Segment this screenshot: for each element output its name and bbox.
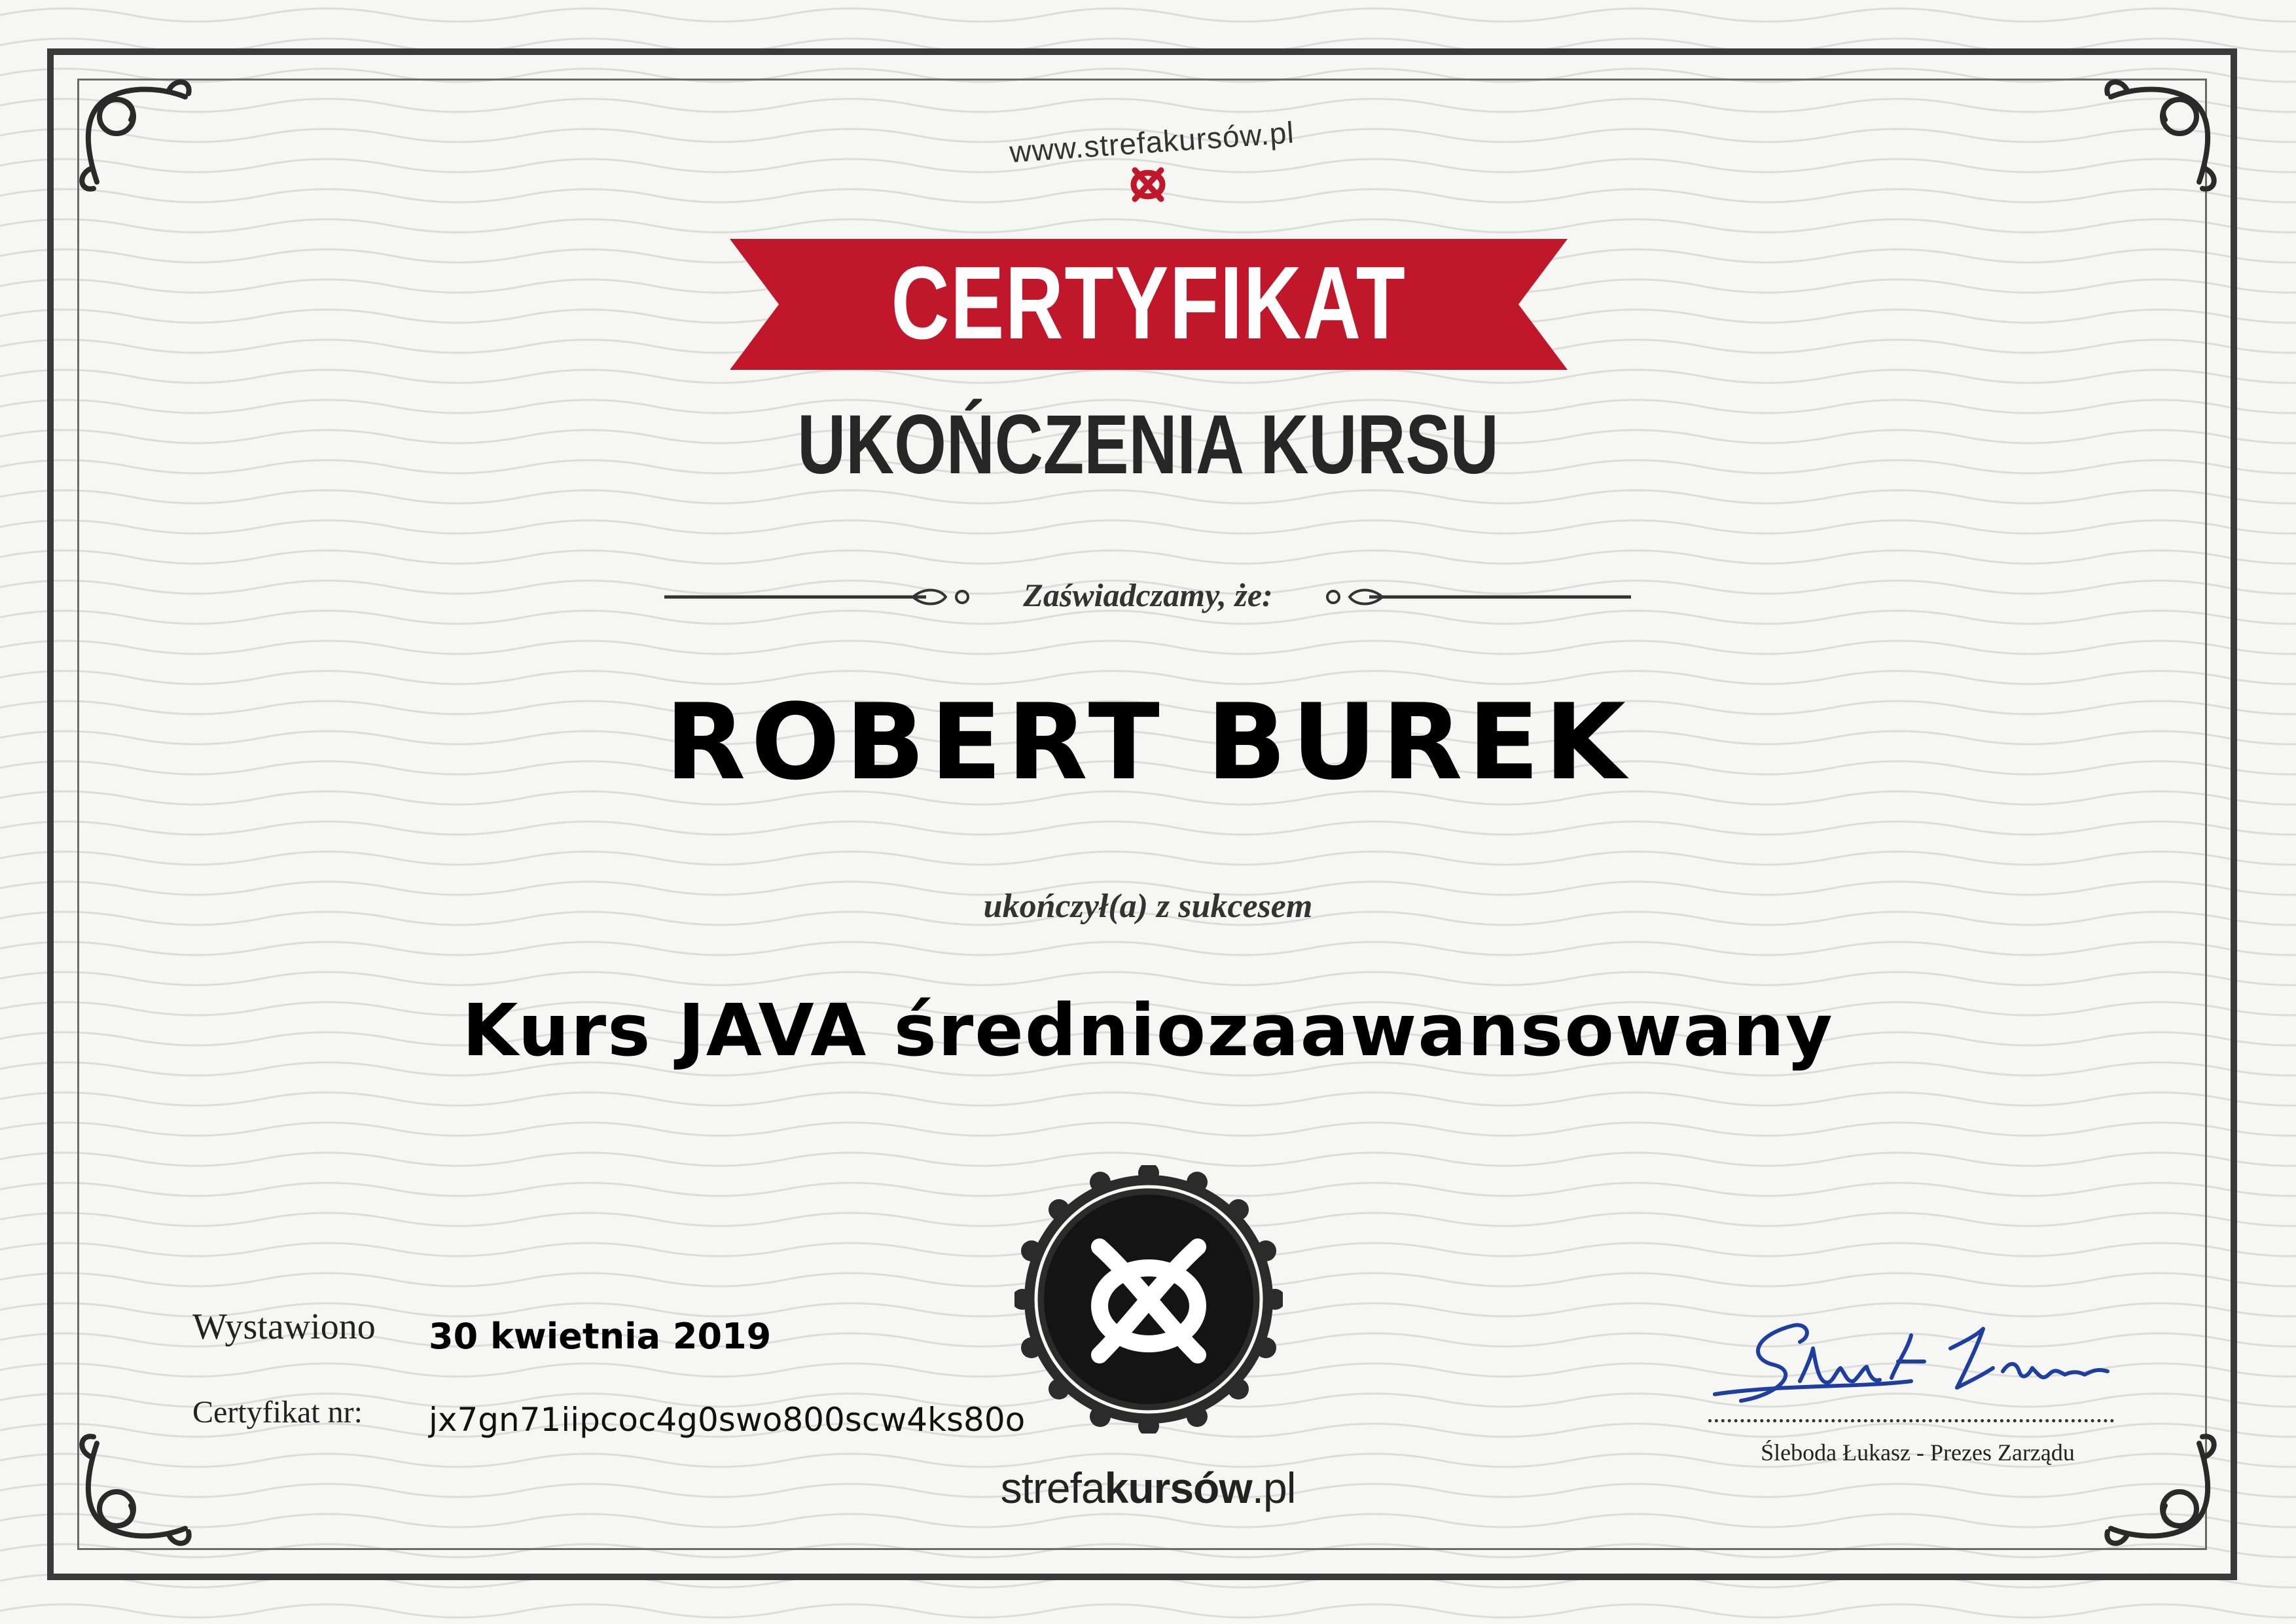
brand-logo-suffix: .pl [1251, 1464, 1296, 1512]
corner-ornament-icon [2094, 71, 2225, 202]
completion-phrase: ukończył(a) z sukcesem [983, 888, 1313, 925]
signature-line [1708, 1419, 2114, 1422]
signatory-name: Śleboda Łukasz - Prezes Zarządu [1761, 1439, 2075, 1466]
course-name: Kurs JAVA średniozaawansowany [462, 988, 1834, 1072]
issued-label: Wystawiono [192, 1307, 376, 1347]
brand-logo-bold: kursów [1104, 1464, 1252, 1512]
certificate-number-label: Certyfikat nr: [192, 1395, 363, 1430]
attestation-text: Zaświadczamy, że: [1023, 577, 1273, 613]
corner-ornament-icon [71, 71, 202, 202]
certificate-number: jx7gn71iipcoc4g0swo800scw4ks80o [429, 1401, 1026, 1439]
strefakursow-logo-icon [1127, 164, 1169, 206]
certificate-subtitle: UKOŃCZENIA KURSU [797, 398, 1499, 492]
certificate-title: CERTYFIKAT [891, 245, 1407, 361]
brand-logo-text [982, 1463, 1314, 1513]
handwritten-signature [1702, 1309, 2127, 1414]
corner-ornament-icon [71, 1424, 202, 1555]
certificate-seal-icon [1014, 1165, 1283, 1434]
website-url: www.strefakursów.pl [1008, 115, 1296, 170]
issued-date: 30 kwietnia 2019 [429, 1316, 772, 1357]
brand-logo-regular: strefa [1000, 1464, 1105, 1512]
recipient-name: ROBERT BUREK [665, 681, 1631, 803]
divider-ornament-right [1317, 583, 1631, 611]
